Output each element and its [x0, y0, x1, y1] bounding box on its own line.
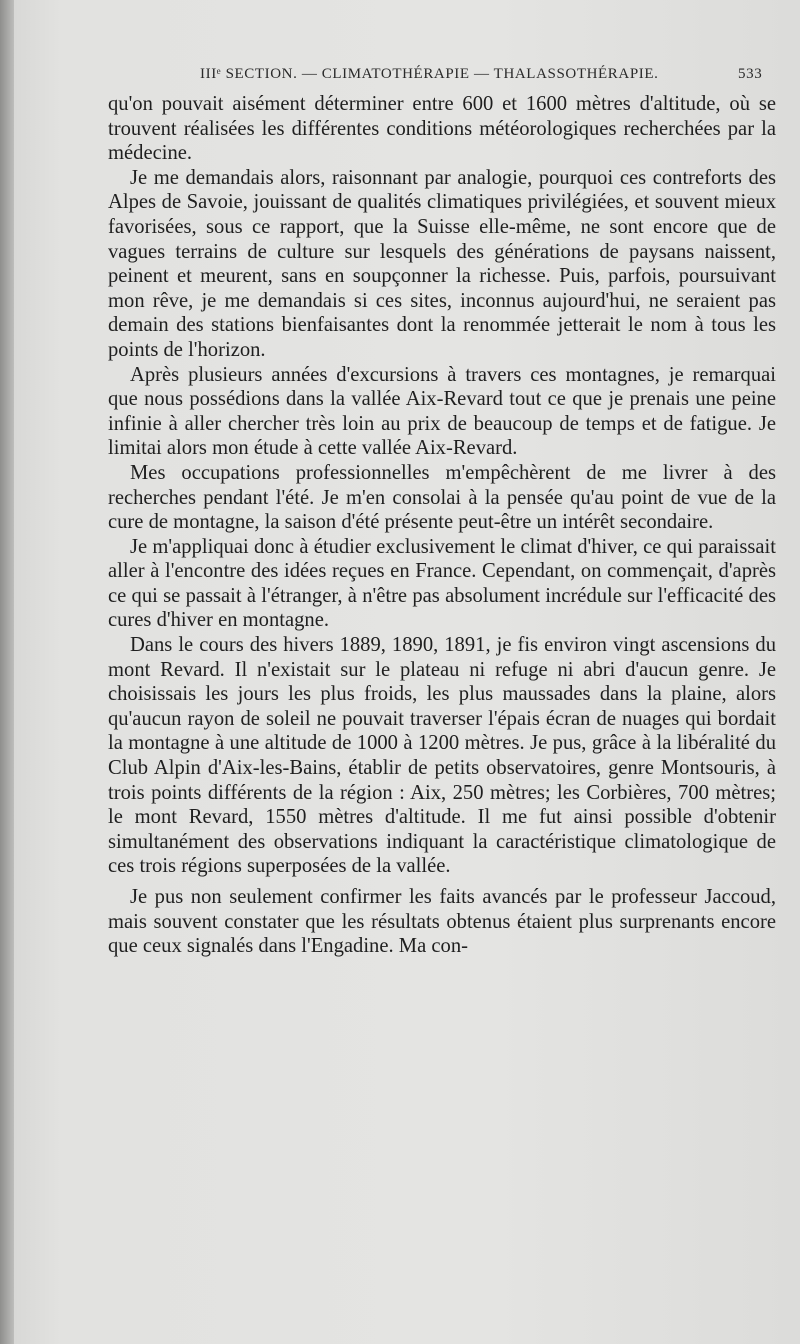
page-number: 533 — [738, 66, 763, 82]
book-gutter-shadow — [0, 0, 14, 1344]
book-page — [14, 0, 800, 1344]
paragraph: Je m'appliquai donc à étudier exclusivement le climat d'hiver, ce qui paraissait aller à l'encontre des idées reçues en France. Cependant, on commençait, d'après ce qui se passait à l'étranger, à n'être pas absolument incrédule sur l'efficacité des cures d'hiver en montagne. — [108, 535, 776, 632]
body-text — [108, 92, 776, 959]
paragraph: Mes occupations professionnelles m'empêchèrent de me livrer à des recherches pendant l'été. Je m'en consolai à la pensée qu'au point de vue de la cure de montagne, la saison d'été présente peut-être un intérêt secondaire. — [108, 461, 776, 534]
paragraph: Je me demandais alors, raisonnant par analogie, pourquoi ces contreforts des Alpes de Savoie, jouissant de qualités climatiques privilégiées, et souvent mieux favorisées, sous ce rapport, que la Suisse elle-même, ne sont encore que de vagues terrains de culture sur lesquels des générations de paysans naissent, peinent et meurent, sans en soupçonner la richesse. Puis, parfois, poursuivant mon rêve, je me demandais si ces sites, inconnus aujourd'hui, ne seraient pas demain des stations bienfaisantes dont la renommée jetterait le nom à tous les points de l'horizon. — [108, 166, 776, 361]
running-header — [14, 60, 800, 88]
paragraph: Je pus non seulement confirmer les faits avancés par le professeur Jaccoud, mais souvent constater que les résultats obtenus étaient plus surprenants encore que ceux signalés dans l'Engadine. Ma con- — [108, 886, 776, 958]
paragraph-continued: qu'on pouvait aisément déterminer entre 600 et 1600 mètres d'altitude, où se trouvent réalisées les différentes conditions météorologiques recherchées par la médecine. — [108, 93, 776, 165]
paragraph: Après plusieurs années d'excursions à travers ces montagnes, je remarquai que nous possédions dans la vallée Aix-Revard tout ce que je prenais une peine infinie à aller chercher très loin au prix de beaucoup de temps et de fatigue. Je limitai alors mon étude à cette vallée Aix-Revard. — [108, 363, 776, 460]
section-title: IIIᵉ SECTION. — CLIMATOTHÉRAPIE — THALASSOTHÉRAPIE. — [200, 66, 659, 82]
paragraph: Dans le cours des hivers 1889, 1890, 1891, je fis environ vingt ascensions du mont Revard. Il n'existait sur le plateau ni refuge ni abri d'aucun genre. Je choisissais les jours les plus froids, les plus maussades dans la plaine, alors qu'aucun rayon de soleil ne pouvait traverser l'épais écran de nuages qui bordait la montagne à une altitude de 1000 à 1200 mètres. Je pus, grâce à la libéralité du Club Alpin d'Aix-les-Bains, établir de petits observatoires, genre Montsouris, à trois points différents de la région : Aix, 250 mètres; les Corbières, 700 mètres; le mont Revard, 1550 mètres d'altitude. Il me fut ainsi possible d'obtenir simultanément des observations indiquant la caractéristique climatologique de ces trois régions superposées de la vallée. — [108, 634, 776, 878]
